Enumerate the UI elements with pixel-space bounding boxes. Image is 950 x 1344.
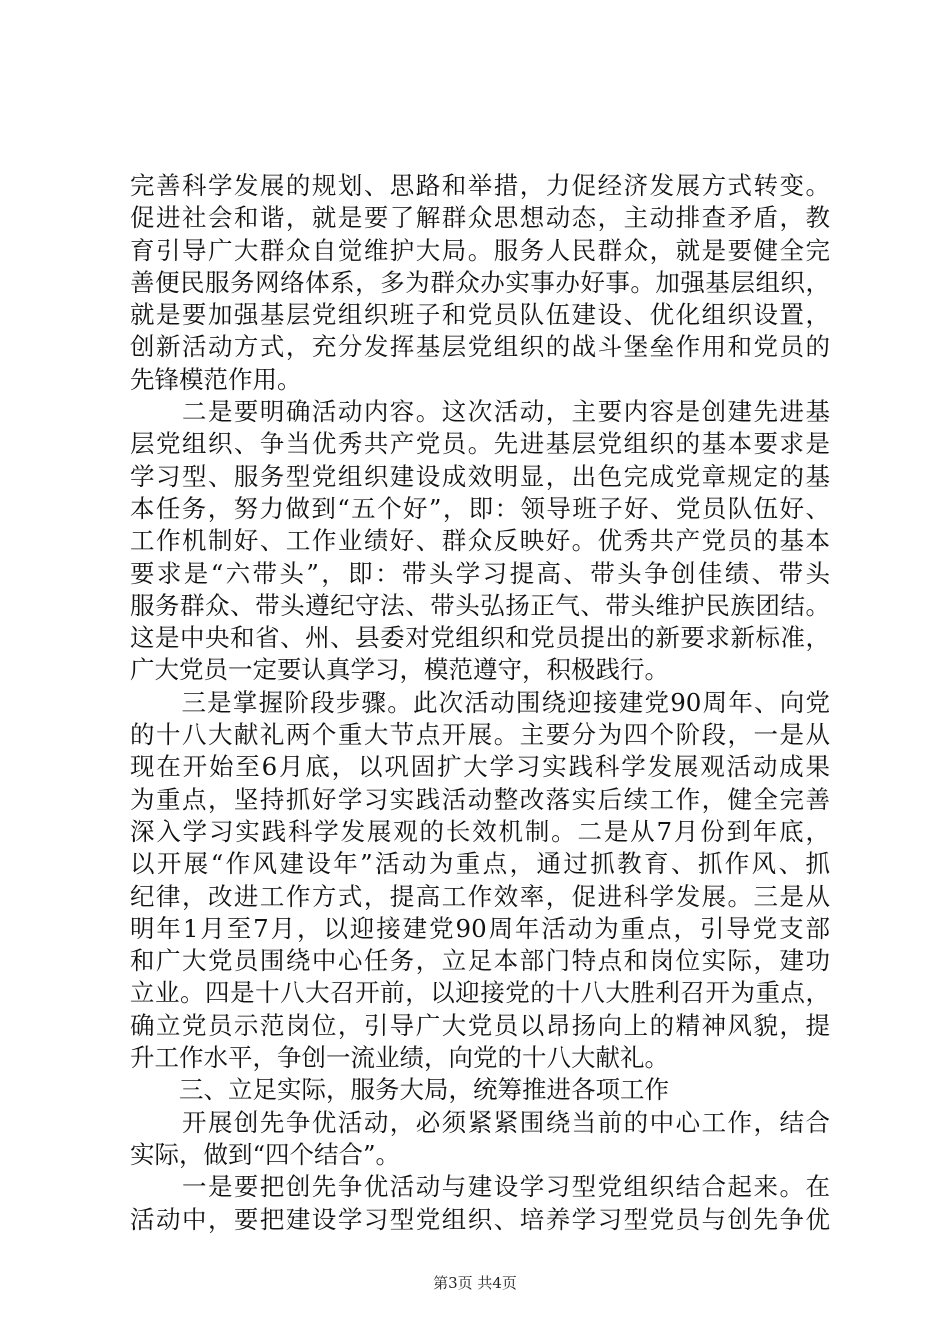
text-line: 以开展“作风建设年”活动为重点，通过抓教育、抓作风、抓 (130, 849, 830, 879)
text-line: 善便民服务网络体系，多为群众办实事办好事。加强基层组织， (130, 267, 830, 297)
text-line: 明年1月至7月，以迎接建党90周年活动为重点，引导党支部 (130, 913, 830, 943)
text-line: 实际，做到“四个结合”。 (130, 1139, 401, 1169)
text-line: 三是掌握阶段步骤。此次活动围绕迎接建党90周年、向党 (130, 687, 830, 717)
text-line: 一是要把创先争优活动与建设学习型党组织结合起来。在 (130, 1172, 830, 1202)
text-line: 为重点，坚持抓好学习实践活动整改落实后续工作，健全完善 (130, 784, 830, 814)
text-line: 升工作水平，争创一流业绩，向党的十八大献礼。 (130, 1043, 669, 1073)
page-footer: 第3页 共4页 (433, 1274, 517, 1292)
text-line: 学习型、服务型党组织建设成效明显，出色完成党章规定的基 (130, 461, 830, 491)
text-line: 创新活动方式，充分发挥基层党组织的战斗堡垒作用和党员的 (130, 332, 830, 362)
text-line: 三、立足实际，服务大局，统筹推进各项工作 (130, 1075, 669, 1105)
body-text (130, 170, 830, 1236)
text-line: 确立党员示范岗位，引导广大党员以昂扬向上的精神风貌，提 (130, 1010, 830, 1040)
text-line: 广大党员一定要认真学习，模范遵守，积极践行。 (130, 655, 669, 685)
text-line: 完善科学发展的规划、思路和举措，力促经济发展方式转变。 (130, 171, 830, 200)
text-line: 服务群众、带头遵纪守法、带头弘扬正气、带头维护民族团结。 (130, 590, 830, 620)
text-line: 深入学习实践科学发展观的长效机制。二是从7月份到年底， (130, 816, 830, 846)
text-line: 的十八大献礼两个重大节点开展。主要分为四个阶段，一是从 (130, 720, 830, 750)
text-line: 育引导广大群众自觉维护大局。服务人民群众，就是要健全完 (130, 235, 830, 265)
text-line: 和广大党员围绕中心任务，立足本部门特点和岗位实际，建功 (130, 946, 830, 976)
text-line: 要求是“六带头”，即：带头学习提高、带头争创佳绩、带头 (130, 558, 830, 588)
text-line: 二是要明确活动内容。这次活动，主要内容是创建先进基 (130, 397, 830, 427)
text-line: 促进社会和谐，就是要了解群众思想动态，主动排查矛盾，教 (130, 203, 830, 233)
text-line: 先锋模范作用。 (130, 364, 302, 394)
text-line: 现在开始至6月底，以巩固扩大学习实践科学发展观活动成果 (130, 752, 830, 782)
text-line: 开展创先争优活动，必须紧紧围绕当前的中心工作，结合 (130, 1107, 830, 1137)
text-line: 立业。四是十八大召开前，以迎接党的十八大胜利召开为重点， (130, 978, 830, 1008)
text-line: 这是中央和省、州、县委对党组织和党员提出的新要求新标准， (130, 623, 830, 653)
text-line: 纪律，改进工作方式，提高工作效率，促进科学发展。三是从 (130, 881, 830, 911)
text-line: 工作机制好、工作业绩好、群众反映好。优秀共产党员的基本 (130, 526, 830, 556)
text-line: 层党组织、争当优秀共产党员。先进基层党组织的基本要求是 (130, 429, 830, 459)
text-line: 就是要加强基层党组织班子和党员队伍建设、优化组织设置， (130, 300, 830, 330)
text-line: 本任务，努力做到“五个好”，即：领导班子好、党员队伍好、 (130, 493, 830, 523)
text-line: 活动中，要把建设学习型党组织、培养学习型党员与创先争优 (130, 1204, 830, 1234)
